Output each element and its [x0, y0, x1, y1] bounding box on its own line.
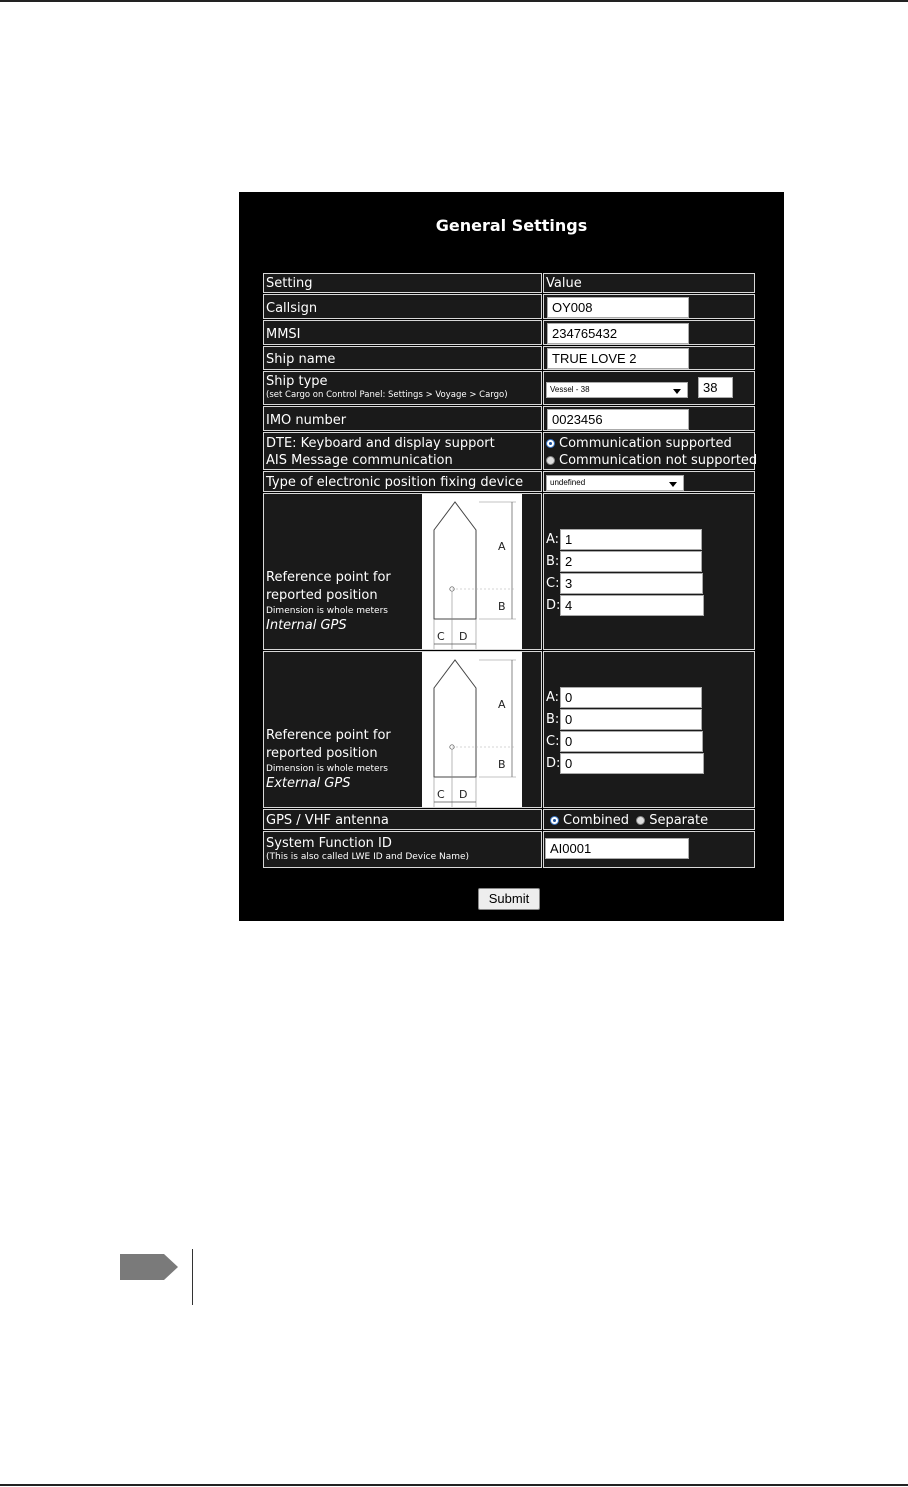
table-row — [263, 346, 755, 370]
table-row — [263, 320, 755, 345]
ship-name-label: Ship name — [263, 346, 542, 370]
ref-external-line2: reported position — [266, 746, 378, 761]
mmsi-input[interactable]: 234765432 — [547, 323, 689, 344]
ship-type-value-cell — [543, 371, 755, 405]
dte-label-2: AIS Message communication — [266, 453, 453, 468]
dte-option-supported[interactable] — [546, 435, 752, 452]
radio-unselected-icon[interactable] — [636, 816, 645, 825]
page-bottom-rule — [0, 1484, 908, 1486]
ship-type-note: (set Cargo on Control Panel: Settings > Voyage > Cargo) — [266, 390, 508, 400]
dim-b-label: B: — [546, 712, 560, 727]
ship-type-label: Ship type — [266, 374, 328, 389]
header-value: Value — [543, 273, 755, 293]
table-row — [263, 406, 755, 431]
dte-label-1: DTE: Keyboard and display support — [266, 436, 495, 451]
dim-d-label: D: — [546, 598, 561, 613]
diagram-label-d: D — [459, 630, 468, 643]
ref-external-source: External GPS — [266, 776, 351, 791]
ref-external-a-input[interactable]: 0 — [560, 687, 702, 708]
dte-cell — [263, 432, 542, 470]
dte-option-supported-label: Communication supported — [559, 436, 732, 451]
antenna-option-separate-label: Separate — [649, 813, 709, 828]
sfid-note: (This is also called LWE ID and Device Name) — [266, 852, 470, 862]
ref-external-text — [266, 727, 391, 793]
imo-cell — [543, 406, 755, 431]
ship-type-code-input[interactable]: 38 — [698, 377, 733, 398]
ref-external-note: Dimension is whole meters — [266, 764, 388, 774]
antenna-options-cell — [543, 809, 755, 830]
sfid-label: System Function ID — [266, 836, 392, 851]
diagram-label-b: B — [498, 600, 506, 613]
ref-internal-b-input[interactable]: 2 — [560, 551, 702, 572]
ship-dimension-diagram — [422, 494, 522, 649]
epfd-cell — [543, 471, 755, 492]
header-setting: Setting — [263, 273, 542, 293]
chevron-down-icon — [669, 482, 677, 487]
diagram-label-d: D — [459, 788, 468, 801]
epfd-selected: undefined — [550, 478, 586, 487]
table-row — [263, 809, 755, 830]
dim-b-label: B: — [546, 554, 560, 569]
ref-external-c-input[interactable]: 0 — [560, 731, 703, 752]
page-title: General Settings — [435, 216, 588, 235]
ship-dimension-diagram — [422, 652, 522, 807]
dim-d-label: D: — [546, 756, 561, 771]
dte-options-cell — [543, 432, 758, 470]
ref-external-line1: Reference point for — [266, 728, 391, 743]
ref-internal-cell — [263, 493, 542, 650]
note-divider — [192, 1249, 193, 1305]
epfd-label: Type of electronic position fixing device — [263, 471, 542, 492]
antenna-option-combined-label: Combined — [563, 813, 630, 828]
sfid-cell — [263, 831, 542, 868]
table-row — [263, 432, 758, 470]
dte-option-not-supported-label: Communication not supported — [559, 453, 758, 468]
submit-button[interactable]: Submit — [478, 888, 540, 910]
diagram-label-b: B — [498, 758, 506, 771]
table-header-row — [263, 273, 755, 293]
dim-a-label: A: — [546, 532, 560, 547]
dte-option-not-supported[interactable] — [546, 452, 758, 469]
ref-internal-source: Internal GPS — [266, 618, 347, 633]
antenna-option-combined[interactable] — [550, 813, 629, 828]
antenna-label: GPS / VHF antenna — [263, 809, 542, 830]
callsign-cell — [543, 294, 755, 319]
ship-type-cell — [263, 371, 542, 405]
epfd-select[interactable] — [546, 475, 684, 491]
imo-input[interactable]: 0023456 — [547, 409, 689, 430]
imo-label: IMO number — [263, 406, 542, 431]
callsign-label: Callsign — [263, 294, 542, 319]
dim-c-label: C: — [546, 734, 560, 749]
table-row — [263, 493, 755, 650]
antenna-option-separate[interactable] — [633, 813, 708, 828]
ref-internal-values — [543, 493, 755, 650]
ship-type-select[interactable] — [546, 382, 688, 398]
ref-internal-note: Dimension is whole meters — [266, 606, 388, 616]
chevron-down-icon — [673, 389, 681, 394]
sfid-input[interactable]: AI0001 — [545, 838, 689, 859]
ref-external-d-input[interactable]: 0 — [560, 753, 704, 774]
table-row — [263, 471, 755, 492]
mmsi-cell — [543, 320, 755, 345]
ref-internal-d-input[interactable]: 4 — [560, 595, 704, 616]
radio-unselected-icon[interactable] — [546, 456, 555, 465]
callsign-input[interactable]: OY008 — [547, 297, 689, 318]
dim-a-label: A: — [546, 690, 560, 705]
page-top-rule — [0, 0, 908, 2]
dim-c-label: C: — [546, 576, 560, 591]
ship-type-selected: Vessel - 38 — [550, 385, 590, 394]
radio-selected-icon[interactable] — [550, 816, 559, 825]
note-arrow-icon — [120, 1254, 178, 1280]
diagram-label-c: C — [437, 788, 445, 801]
table-row — [263, 371, 755, 405]
diagram-label-a: A — [498, 698, 506, 711]
table-row — [263, 651, 755, 808]
ship-name-input[interactable]: TRUE LOVE 2 — [547, 348, 689, 369]
ref-internal-line2: reported position — [266, 588, 378, 603]
ref-internal-line1: Reference point for — [266, 570, 391, 585]
table-row — [263, 294, 755, 319]
ref-internal-text — [266, 569, 391, 635]
ref-external-values — [543, 651, 755, 808]
mmsi-label: MMSI — [263, 320, 542, 345]
radio-selected-icon[interactable] — [546, 439, 555, 448]
diagram-label-a: A — [498, 540, 506, 553]
table-row — [263, 831, 755, 868]
ref-external-cell — [263, 651, 542, 808]
sfid-value-cell — [543, 831, 755, 868]
ship-name-cell — [543, 346, 755, 370]
ref-internal-a-input[interactable]: 1 — [560, 529, 702, 550]
ref-internal-c-input[interactable]: 3 — [560, 573, 703, 594]
diagram-label-c: C — [437, 630, 445, 643]
ref-external-b-input[interactable]: 0 — [560, 709, 702, 730]
